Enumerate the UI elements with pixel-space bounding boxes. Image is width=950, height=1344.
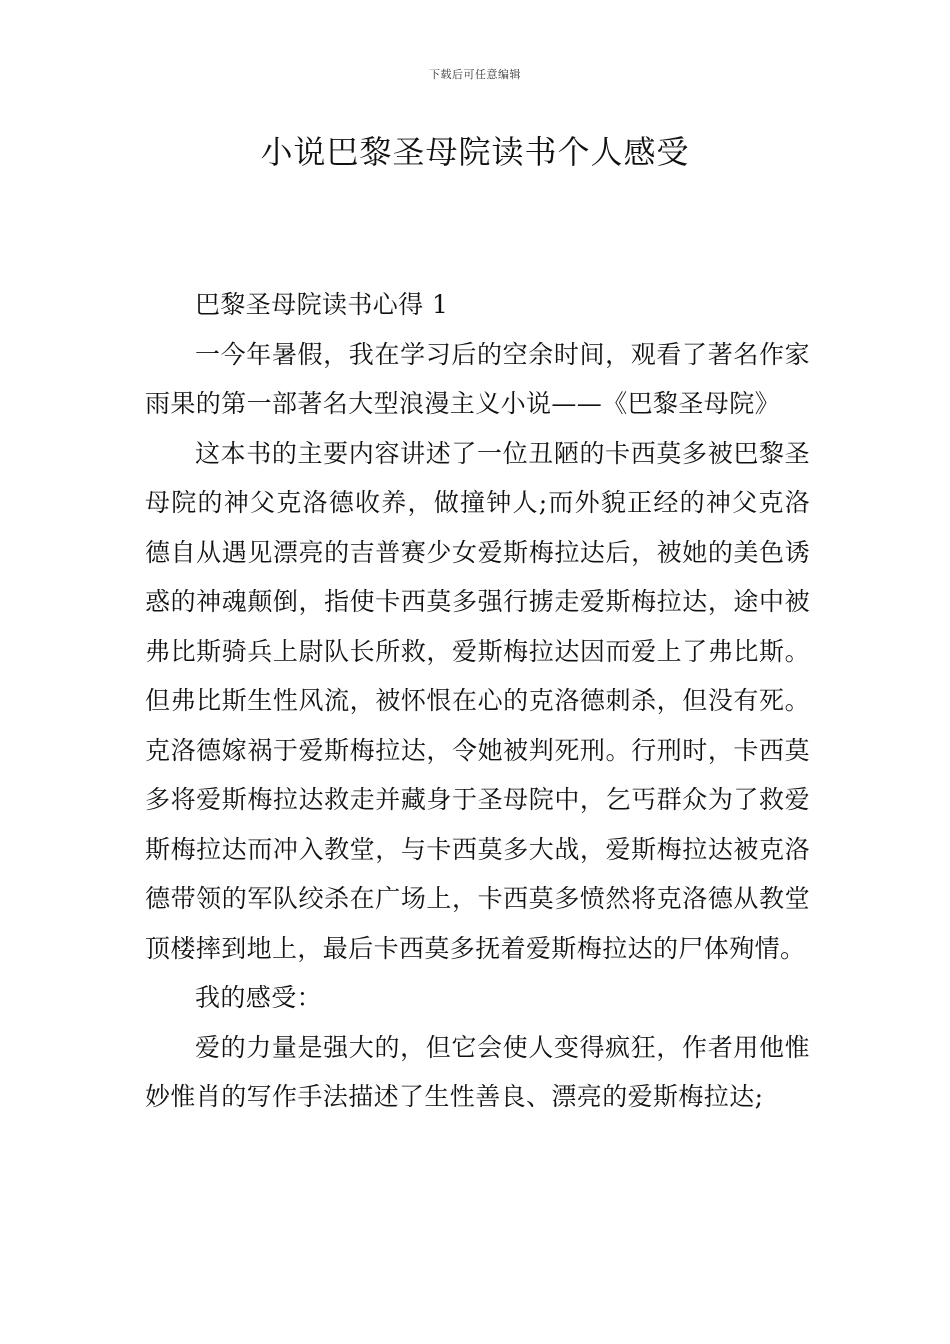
- paragraph: 这本书的主要内容讲述了一位丑陋的卡西莫多被巴黎圣母院的神父克洛德收养，做撞钟人;而外貌正经的神父克洛德自从遇见漂亮的吉普赛少女爱斯梅拉达后，被她的美色诱惑的神魂颠倒，指使卡西莫多强行掳走爱斯梅拉达，途中被弗比斯骑兵上尉队长所救，爱斯梅拉达因而爱上了弗比斯。但弗比斯生性风流，被怀恨在心的克洛德刺杀，但没有死。克洛德嫁祸于爱斯梅拉达，令她被判死刑。行刑时，卡西莫多将爱斯梅拉达救走并藏身于圣母院中，乞丐群众为了救爱斯梅拉达而冲入教堂，与卡西莫多大战，爱斯梅拉达被克洛德带领的军队绞杀在广场上，卡西莫多愤然将克洛德从教堂顶楼摔到地上，最后卡西莫多抚着爱斯梅拉达的尸体殉情。: [145, 438, 810, 963]
- document-title: 小说巴黎圣母院读书个人感受: [260, 133, 690, 171]
- document-body: [145, 280, 810, 1122]
- paragraph: 一今年暑假，我在学习后的空余时间，观看了著名作家雨果的第一部著名大型浪漫主义小说——《巴黎圣母院》: [145, 339, 810, 418]
- header-note: 下载后可任意编辑: [429, 68, 521, 81]
- paragraph-heading: 我的感受：: [195, 983, 323, 1012]
- paragraph-heading: 巴黎圣母院读书心得 1: [195, 290, 449, 319]
- paragraph: 爱的力量是强大的，但它会使人变得疯狂，作者用他惟妙惟肖的写作手法描述了生性善良、漂亮的爱斯梅拉达;: [145, 1032, 810, 1111]
